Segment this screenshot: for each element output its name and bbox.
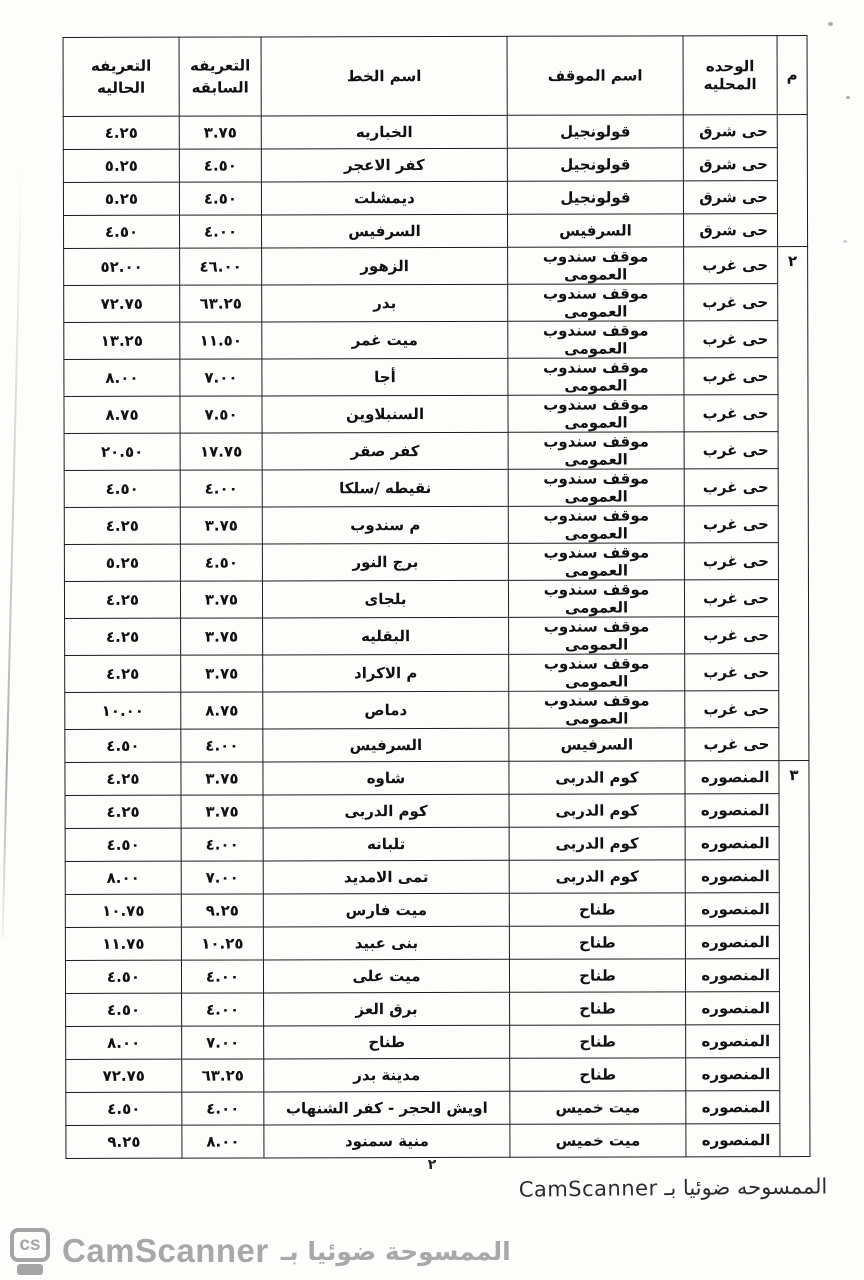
cell-line: بدر	[262, 284, 508, 322]
cell-prev: ٣.٧٥	[181, 618, 263, 655]
table-row	[63, 148, 807, 183]
cell-prev: ٤.٠٠	[180, 470, 262, 507]
cell-unit: المنصوره	[685, 761, 779, 794]
cell-prev: ٨.٠٠	[182, 1125, 264, 1158]
table-row	[65, 860, 809, 895]
cell-stop: ميت خميس	[510, 1124, 686, 1157]
cell-stop: طناح	[509, 926, 685, 959]
cell-curr: ٥.٢٥	[64, 544, 180, 581]
cell-unit: المنصوره	[685, 959, 779, 992]
cell-line: البقليه	[263, 617, 509, 655]
cell-prev: ٨.٧٥	[181, 692, 263, 729]
cell-stop: موقف سندوب العمومى	[508, 469, 684, 506]
cell-unit: المنصوره	[686, 1025, 780, 1058]
cell-group-index: ٣	[779, 761, 810, 1157]
cell-line: السنبلاوين	[262, 395, 508, 433]
table-row	[64, 247, 808, 286]
cell-curr: ٥٢.٠٠	[64, 248, 180, 285]
cell-curr: ٨.٧٥	[64, 396, 180, 433]
cell-prev: ٤.٠٠	[181, 960, 263, 993]
camscanner-brand-text: CamScanner	[62, 1232, 269, 1269]
cell-curr: ٨.٠٠	[65, 861, 181, 894]
cell-prev: ١١.٥٠	[180, 322, 262, 359]
cell-unit: حى غرب	[684, 395, 778, 432]
table-row	[63, 214, 807, 249]
cell-stop: ميت خميس	[510, 1091, 686, 1124]
table-row	[63, 181, 807, 216]
cell-curr: ٤.٢٥	[63, 116, 179, 149]
camscanner-footer	[0, 1222, 864, 1280]
cell-unit: المنصوره	[685, 827, 779, 860]
table-row	[65, 893, 809, 928]
cell-curr: ٤.٥٠	[63, 215, 179, 248]
cell-stop: طناح	[510, 992, 686, 1025]
cell-line: الزهور	[262, 247, 508, 285]
cell-line: كفر الاعجر	[261, 148, 507, 182]
cell-stop: قولونجيل	[507, 181, 683, 214]
cell-prev: ١٧.٧٥	[180, 433, 262, 470]
cell-stop: طناح	[510, 1058, 686, 1091]
cell-curr: ٤.٢٥	[65, 795, 181, 828]
cell-curr: ٤.٢٥	[65, 655, 181, 692]
table-row	[65, 827, 809, 862]
cell-prev: ٧.٥٠	[180, 396, 262, 433]
cell-unit: المنصوره	[686, 1124, 780, 1157]
cell-curr: ٢٠.٥٠	[64, 433, 180, 470]
table-row	[66, 1091, 810, 1126]
cell-curr: ٥.٢٥	[63, 149, 179, 182]
page-number: ٢	[427, 1157, 437, 1173]
scan-artifact-streak	[2, 168, 23, 938]
cell-stop: موقف سندوب العمومى	[508, 432, 684, 469]
cell-unit: حى شرق	[683, 115, 777, 148]
table-row	[65, 959, 809, 994]
cell-curr: ٤.٢٥	[65, 762, 181, 795]
table-row	[64, 395, 808, 434]
scan-artifact-dot	[846, 96, 850, 99]
cell-prev: ٣.٧٥	[181, 762, 263, 795]
header-stop: اسم الموقف	[507, 36, 683, 115]
cell-group-index: ٢	[778, 247, 809, 761]
cell-line: ميت فارس	[263, 893, 509, 927]
cell-curr: ٧٢.٧٥	[64, 285, 180, 322]
cell-stop: موقف سندوب العمومى	[508, 284, 684, 321]
cell-unit: حى غرب	[684, 580, 778, 617]
cell-prev: ٣.٧٥	[180, 581, 262, 618]
camscanner-arabic-label: الممسوحة ضوئيا بـ	[280, 1236, 511, 1266]
table-row	[65, 926, 809, 961]
cell-curr: ٧٢.٧٥	[66, 1059, 182, 1092]
cell-line: منية سمنود	[264, 1124, 510, 1158]
table-row	[64, 432, 808, 471]
cell-prev: ٧.٠٠	[180, 359, 262, 396]
cell-curr: ٤.٥٠	[66, 1092, 182, 1125]
cell-stop: طناح	[509, 893, 685, 926]
cell-unit: حى غرب	[684, 432, 778, 469]
table-row	[64, 321, 808, 360]
cell-line: الخباريه	[261, 115, 507, 149]
cell-line: مدينة بدر	[264, 1058, 510, 1092]
cell-unit: حى غرب	[684, 247, 778, 284]
cell-unit: المنصوره	[685, 860, 779, 893]
cell-curr: ٤.٥٠	[64, 470, 180, 507]
cell-line: م الاكراد	[263, 654, 509, 692]
cell-stop: موقف سندوب العمومى	[508, 321, 684, 358]
cell-unit: حى غرب	[684, 358, 778, 395]
cell-prev: ١٠.٢٥	[181, 927, 263, 960]
cell-curr: ٤.٥٠	[65, 828, 181, 861]
cell-prev: ٩.٢٥	[181, 894, 263, 927]
cell-prev: ٧.٠٠	[181, 861, 263, 894]
cell-line: بلجاى	[262, 580, 508, 618]
cell-stop: موقف سندوب العمومى	[508, 395, 684, 432]
cell-prev: ٤.٠٠	[181, 729, 263, 762]
table-row	[64, 506, 808, 545]
cell-curr: ٥.٢٥	[63, 182, 179, 215]
cell-line: السرفيس	[261, 214, 507, 248]
table-header	[63, 36, 807, 117]
cell-curr: ٤.٥٠	[65, 960, 181, 993]
cell-stop: السرفيس	[507, 214, 683, 247]
cell-curr: ٩.٢٥	[66, 1125, 182, 1158]
cell-line: تمى الامديد	[263, 860, 509, 894]
cell-unit: المنصوره	[685, 794, 779, 827]
cell-stop: موقف سندوب العمومى	[509, 654, 685, 691]
scan-artifact-dot	[843, 240, 847, 243]
cell-line: ميت غمر	[262, 321, 508, 359]
cell-prev: ٣.٧٥	[179, 116, 261, 149]
cell-unit: المنصوره	[686, 1091, 780, 1124]
cell-prev: ٣.٧٥	[181, 655, 263, 692]
table-row	[65, 617, 809, 656]
cell-unit: حى شرق	[683, 214, 777, 247]
cell-stop: قولونجيل	[507, 148, 683, 181]
cell-curr: ١١.٧٥	[65, 927, 181, 960]
camscanner-handwritten-watermark: الممسوحه ضوئيا بـ CamScanner	[518, 1174, 828, 1202]
cell-stop: طناح	[510, 1025, 686, 1058]
cell-line: م سندوب	[262, 506, 508, 544]
cell-line: السرفيس	[263, 728, 509, 762]
table-header-row	[63, 36, 807, 117]
cell-unit: حى غرب	[685, 654, 779, 691]
cell-unit: حى غرب	[685, 691, 779, 728]
cell-prev: ٤.٠٠	[181, 828, 263, 861]
cell-curr: ١٠.٧٥	[65, 894, 181, 927]
cell-curr: ٤.٥٠	[65, 729, 181, 762]
cell-unit: حى غرب	[685, 617, 779, 654]
cell-line: ميت على	[263, 959, 509, 993]
cell-curr: ٤.٥٠	[66, 993, 182, 1026]
cell-curr: ٨.٠٠	[66, 1026, 182, 1059]
table-row	[66, 1058, 810, 1093]
header-index: م	[777, 36, 807, 115]
cell-line: تلبانه	[263, 827, 509, 861]
cell-line: ديمشلت	[261, 181, 507, 215]
cell-unit: حى غرب	[684, 543, 778, 580]
cell-stop: كوم الدربى	[509, 761, 685, 794]
cell-unit: حى شرق	[683, 181, 777, 214]
table-row	[64, 469, 808, 508]
cell-line: كوم الدربى	[263, 794, 509, 828]
cell-stop: كوم الدربى	[509, 794, 685, 827]
cell-line: دماص	[263, 691, 509, 729]
tariff-table	[63, 35, 811, 1159]
cell-stop: السرفيس	[509, 728, 685, 761]
cell-unit: حى غرب	[685, 728, 779, 761]
table-row	[65, 761, 809, 796]
cell-curr: ٤.٢٥	[65, 618, 181, 655]
cell-prev: ٤.٥٠	[179, 182, 261, 215]
header-unit: الوحده المحليه	[683, 36, 777, 115]
cell-unit: حى غرب	[684, 284, 778, 321]
cell-stop: موقف سندوب العمومى	[508, 247, 684, 284]
cell-line: شاوه	[263, 761, 509, 795]
cell-line: نقيطه /سلكا	[262, 469, 508, 507]
cell-unit: المنصوره	[686, 1058, 780, 1091]
cell-line: اويش الحجر - كفر الشنهاب	[264, 1091, 510, 1125]
cell-prev: ٧.٠٠	[182, 1026, 264, 1059]
cell-unit: حى شرق	[683, 148, 777, 181]
cell-prev: ٣.٧٥	[180, 507, 262, 544]
cell-unit: حى غرب	[684, 469, 778, 506]
table-row	[65, 654, 809, 693]
table-row	[66, 1124, 810, 1159]
cs-logo-tab	[17, 1264, 43, 1275]
cell-prev: ٤.٠٠	[182, 1092, 264, 1125]
table-row	[64, 580, 808, 619]
cell-prev: ٤.٠٠	[182, 993, 264, 1026]
cell-prev: ٦٣.٢٥	[182, 1059, 264, 1092]
cell-group-index	[777, 115, 807, 247]
table-row	[65, 691, 809, 730]
cell-unit: المنصوره	[685, 893, 779, 926]
table-row	[66, 992, 810, 1027]
cell-line: برق العز	[264, 992, 510, 1026]
cell-unit: المنصوره	[686, 992, 780, 1025]
cell-stop: موقف سندوب العمومى	[508, 580, 684, 617]
cell-stop: قولونجيل	[507, 115, 683, 148]
cell-line: أجا	[262, 358, 508, 396]
table-row	[63, 115, 807, 150]
cell-stop: موقف سندوب العمومى	[508, 543, 684, 580]
header-curr-tariff: التعريفه الحاليه	[63, 37, 179, 116]
table-row	[64, 543, 808, 582]
cell-curr: ٨.٠٠	[64, 359, 180, 396]
cell-unit: حى غرب	[684, 506, 778, 543]
cell-unit: حى غرب	[684, 321, 778, 358]
cell-prev: ٤.٥٠	[179, 149, 261, 182]
cell-line: طناح	[264, 1025, 510, 1059]
cell-prev: ٤٦.٠٠	[180, 248, 262, 285]
cell-prev: ٤.٥٠	[180, 544, 262, 581]
table-row	[65, 728, 809, 763]
table-row	[65, 794, 809, 829]
cell-line: بنى عبيد	[263, 926, 509, 960]
cell-stop: موقف سندوب العمومى	[509, 691, 685, 728]
cell-curr: ١٣.٢٥	[64, 322, 180, 359]
cell-line: برج النور	[262, 543, 508, 581]
cell-unit: المنصوره	[685, 926, 779, 959]
cell-stop: كوم الدربى	[509, 860, 685, 893]
cell-prev: ٤.٠٠	[179, 215, 261, 248]
cell-stop: موقف سندوب العمومى	[508, 506, 684, 543]
camscanner-logo-icon	[10, 1228, 50, 1275]
cell-stop: طناح	[509, 959, 685, 992]
cell-stop: كوم الدربى	[509, 827, 685, 860]
cell-prev: ٣.٧٥	[181, 795, 263, 828]
cs-logo-box: cs	[10, 1228, 50, 1262]
scan-artifact-dot	[828, 22, 833, 26]
table-body	[63, 115, 810, 1159]
header-line: اسم الخط	[261, 36, 507, 116]
cell-stop: موقف سندوب العمومى	[508, 358, 684, 395]
table-row	[66, 1025, 810, 1060]
cell-line: كفر صقر	[262, 432, 508, 470]
cell-stop: موقف سندوب العمومى	[509, 617, 685, 654]
cell-prev: ٦٣.٢٥	[180, 285, 262, 322]
cell-curr: ١٠.٠٠	[65, 692, 181, 729]
cell-curr: ٤.٢٥	[64, 581, 180, 618]
table-row	[64, 358, 808, 397]
cell-curr: ٤.٢٥	[64, 507, 180, 544]
table-row	[64, 284, 808, 323]
header-prev-tariff: التعريفه السابقه	[179, 37, 261, 116]
